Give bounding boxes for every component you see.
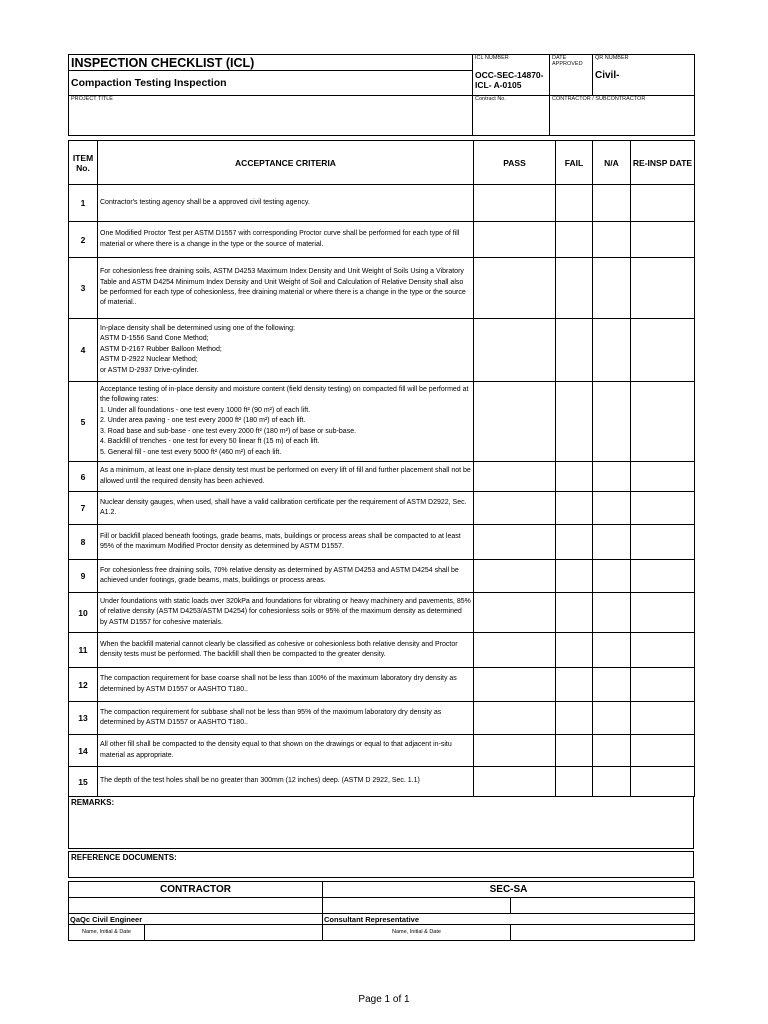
contractor-label: CONTRACTOR / SUBCONTRACTOR xyxy=(552,96,646,102)
reinsp-date-cell[interactable] xyxy=(631,462,695,492)
page-number: Page 1 of 1 xyxy=(358,994,410,1005)
item-number: 11 xyxy=(69,633,98,668)
criteria-text: All other fill shall be compacted to the density equal to that shown on the drawings or equal to that adjacent in-situ material as appropriate. xyxy=(100,741,452,759)
fail-cell[interactable] xyxy=(556,492,593,525)
pass-cell[interactable] xyxy=(474,185,556,222)
criteria-text: For cohesionless free draining soils, 70% relative density as determined by ASTM D4253 and ASTM D4254 shall be achieved under footings, grade beams, mats, buildings or process areas. xyxy=(100,566,459,584)
fail-cell[interactable] xyxy=(556,560,593,593)
pass-cell[interactable] xyxy=(474,525,556,560)
fail-cell[interactable] xyxy=(556,185,593,222)
icl-number-label: ICL NUMBER xyxy=(475,55,509,61)
icl-number-value-1: OCC-SEC-14870- xyxy=(475,70,544,80)
criteria-row xyxy=(69,702,695,735)
pass-cell[interactable] xyxy=(474,319,556,382)
fail-cell[interactable] xyxy=(556,319,593,382)
item-number: 13 xyxy=(69,702,98,735)
col-acceptance-criteria: ACCEPTANCE CRITERIA xyxy=(98,141,474,185)
criteria-text: One Modified Proctor Test per ASTM D1557 with corresponding Proctor curve shall be performed for each type of fill material or where there is a change in the type or the source of material. xyxy=(100,230,460,248)
project-title-label: PROJECT TITLE xyxy=(71,96,113,102)
qr-number-value: Civil- xyxy=(595,70,620,81)
criteria-row xyxy=(69,525,695,560)
pass-cell[interactable] xyxy=(474,462,556,492)
na-cell[interactable] xyxy=(593,382,631,462)
fail-cell[interactable] xyxy=(556,593,593,633)
col-na: N/A xyxy=(593,141,631,185)
criteria-text: Fill or backfill placed beneath footings, grade beams, mats, buildings or process areas shall be compacted to at least 95% of the maximum Modified Proctor density as determined by ASTM D1557. xyxy=(100,532,461,550)
fail-cell[interactable] xyxy=(556,222,593,258)
criteria-text: The compaction requirement for base coarse shall not be less than 100% of the maximum laboratory dry density as determined by ASTM D1557 or AASHTO T180.. xyxy=(100,675,457,693)
na-cell[interactable] xyxy=(593,593,631,633)
na-cell[interactable] xyxy=(593,462,631,492)
reinsp-date-cell[interactable] xyxy=(631,735,695,767)
reinsp-date-cell[interactable] xyxy=(631,525,695,560)
criteria-row xyxy=(69,633,695,668)
item-number: 10 xyxy=(69,593,98,633)
col-item-no: ITEM No. xyxy=(69,141,98,185)
pass-cell[interactable] xyxy=(474,560,556,593)
criteria-row xyxy=(69,258,695,319)
fail-cell[interactable] xyxy=(556,633,593,668)
criteria-row xyxy=(69,668,695,702)
qr-number-label: QR NUMBER xyxy=(595,55,629,61)
col-fail: FAIL xyxy=(556,141,593,185)
reinsp-date-cell[interactable] xyxy=(631,185,695,222)
na-cell[interactable] xyxy=(593,222,631,258)
contractor-sign-space xyxy=(69,897,323,913)
item-number: 2 xyxy=(69,222,98,258)
pass-cell[interactable] xyxy=(474,593,556,633)
criteria-text: Contractor's testing agency shall be a approved civil testing agency. xyxy=(100,198,310,206)
pass-cell[interactable] xyxy=(474,258,556,319)
item-number: 5 xyxy=(69,382,98,462)
contractor-heading: CONTRACTOR xyxy=(69,881,323,897)
criteria-row xyxy=(69,185,695,222)
na-cell[interactable] xyxy=(593,735,631,767)
criteria-row xyxy=(69,593,695,633)
sec-sign-space-1 xyxy=(323,897,511,913)
na-cell[interactable] xyxy=(593,767,631,797)
na-cell[interactable] xyxy=(593,560,631,593)
criteria-text: Nuclear density gauges, when used, shall have a valid calibration certificate per the requirement of ASTM D2922, Sec. A1.2. xyxy=(100,498,467,516)
criteria-row xyxy=(69,382,695,462)
sec-sa-heading: SEC-SA xyxy=(323,881,695,897)
reference-table xyxy=(68,851,694,878)
form-subtitle: Compaction Testing Inspection xyxy=(71,77,227,89)
form-title: INSPECTION CHECKLIST (ICL) xyxy=(71,56,255,70)
criteria-row xyxy=(69,767,695,797)
reinsp-date-cell[interactable] xyxy=(631,319,695,382)
date-approved-label: DATE APPROVED xyxy=(552,55,583,67)
fail-cell[interactable] xyxy=(556,258,593,319)
na-cell[interactable] xyxy=(593,702,631,735)
signoff-table xyxy=(68,881,695,941)
contract-no-label: Contract No. xyxy=(475,96,506,102)
reinsp-date-cell[interactable] xyxy=(631,767,695,797)
reinsp-date-cell[interactable] xyxy=(631,222,695,258)
criteria-row xyxy=(69,492,695,525)
pass-cell[interactable] xyxy=(474,702,556,735)
criteria-row xyxy=(69,222,695,258)
reinsp-date-cell[interactable] xyxy=(631,492,695,525)
criteria-text: Acceptance testing of in-place density and moisture content (field density testing) on compacted fill will be performed at the following rates: 1. Under all foundations - one test every 1000 ft² (90 m²) of each lift. 2. Under area paving - one test every 2000 ft² (180 m²) of each lift. 3. Road base and sub-base - one test every 2000 ft² (180 m²) of base or sub-base. 4. Backfill of trenches - one test for every 50 linear ft (15 m) of each lift. 5. General fill - one test every 5000 ft² (460 m²) of each lift. xyxy=(100,386,469,456)
item-number: 7 xyxy=(69,492,98,525)
item-number: 14 xyxy=(69,735,98,767)
fail-cell[interactable] xyxy=(556,668,593,702)
item-number: 15 xyxy=(69,767,98,797)
na-cell[interactable] xyxy=(593,525,631,560)
pass-cell[interactable] xyxy=(474,633,556,668)
item-number: 1 xyxy=(69,185,98,222)
fail-cell[interactable] xyxy=(556,767,593,797)
contractor-name-field[interactable] xyxy=(145,924,323,940)
reinsp-date-cell[interactable] xyxy=(631,633,695,668)
fail-cell[interactable] xyxy=(556,525,593,560)
criteria-text: When the backfill material cannot clearly be classified as cohesive or cohesionless both relative density and Proctor density tests must be performed. The backfill shall then be compacted to the greater density. xyxy=(100,640,458,658)
reinsp-date-cell[interactable] xyxy=(631,258,695,319)
criteria-text: The compaction requirement for subbase shall not be less than 95% of the maximum laboratory dry density as determined by ASTM D1557 or AASHTO T180.. xyxy=(100,708,442,726)
na-cell[interactable] xyxy=(593,633,631,668)
pass-cell[interactable] xyxy=(474,492,556,525)
reinsp-date-cell[interactable] xyxy=(631,382,695,462)
criteria-text: Under foundations with static loads over 320kPa and foundations for vibrating or heavy machinery and pavements, 85% of relative density (ASTM D4253/ASTM D4254) for cohesionless soils or 95% of the maximum density as determined by ASTM D1557 for cohesive materials. xyxy=(100,597,471,626)
item-number: 3 xyxy=(69,258,98,319)
inspection-checklist-form xyxy=(68,54,694,941)
na-cell[interactable] xyxy=(593,492,631,525)
na-cell[interactable] xyxy=(593,668,631,702)
item-number: 8 xyxy=(69,525,98,560)
na-cell[interactable] xyxy=(593,258,631,319)
reinsp-date-cell[interactable] xyxy=(631,668,695,702)
col-pass: PASS xyxy=(474,141,556,185)
fail-cell[interactable] xyxy=(556,382,593,462)
remarks-label: REMARKS: xyxy=(71,798,115,807)
pass-cell[interactable] xyxy=(474,382,556,462)
na-cell[interactable] xyxy=(593,185,631,222)
criteria-text: The depth of the test holes shall be no greater than 300mm (12 inches) deep. (ASTM D 2922, Sec. 1.1) xyxy=(100,777,420,785)
reinsp-date-cell[interactable] xyxy=(631,702,695,735)
sec-sign-space-2 xyxy=(511,897,695,913)
item-number: 12 xyxy=(69,668,98,702)
pass-cell[interactable] xyxy=(474,735,556,767)
criteria-text: As a minimum, at least one in-place density test must be performed on every lift of fill and further placement shall not be allowed until the required density has been achieved. xyxy=(100,467,471,485)
fail-cell[interactable] xyxy=(556,735,593,767)
item-number: 4 xyxy=(69,319,98,382)
pass-cell[interactable] xyxy=(474,222,556,258)
pass-cell[interactable] xyxy=(474,767,556,797)
criteria-row xyxy=(69,319,695,382)
name-initial-date-contractor: Name, Initial & Date xyxy=(69,924,145,940)
reinsp-date-cell[interactable] xyxy=(631,593,695,633)
criteria-row xyxy=(69,560,695,593)
na-cell[interactable] xyxy=(593,319,631,382)
item-number: 6 xyxy=(69,462,98,492)
consultant-name-field[interactable] xyxy=(511,924,695,940)
reference-documents-label: REFERENCE DOCUMENTS: xyxy=(71,852,177,862)
criteria-text: For cohesionless free draining soils, ASTM D4253 Maximum Index Density and Unit Weight of Soils Using a Vibratory Table and ASTM D4254 Minimum Index Density and Unit Weight of Soil and Calculation of Relative Density shall also be performed for each type of cohesionless, free draining material or where there is a change in the type or the source of material.. xyxy=(100,268,466,307)
remarks-table xyxy=(68,797,694,849)
criteria-table xyxy=(68,140,695,797)
fail-cell[interactable] xyxy=(556,462,593,492)
criteria-row xyxy=(69,462,695,492)
fail-cell[interactable] xyxy=(556,702,593,735)
col-reinsp-date: RE-INSP DATE xyxy=(631,141,695,185)
header-table xyxy=(68,54,695,136)
icl-number-value-2: ICL- A-0105 xyxy=(475,80,522,90)
criteria-row xyxy=(69,735,695,767)
item-number: 9 xyxy=(69,560,98,593)
qaqc-civil-engineer: QaQc Civil Engineer xyxy=(69,913,323,924)
name-initial-date-consultant: Name, Initial & Date xyxy=(323,924,511,940)
pass-cell[interactable] xyxy=(474,668,556,702)
criteria-text: In-place density shall be determined using one of the following: ASTM D-1556 Sand Cone Method; ASTM D-2167 Rubber Balloon Method; ASTM D-2922 Nuclear Method; or ASTM D-2937 Drive-cylinder. xyxy=(100,324,295,374)
reinsp-date-cell[interactable] xyxy=(631,560,695,593)
consultant-representative: Consultant Representative xyxy=(323,913,695,924)
